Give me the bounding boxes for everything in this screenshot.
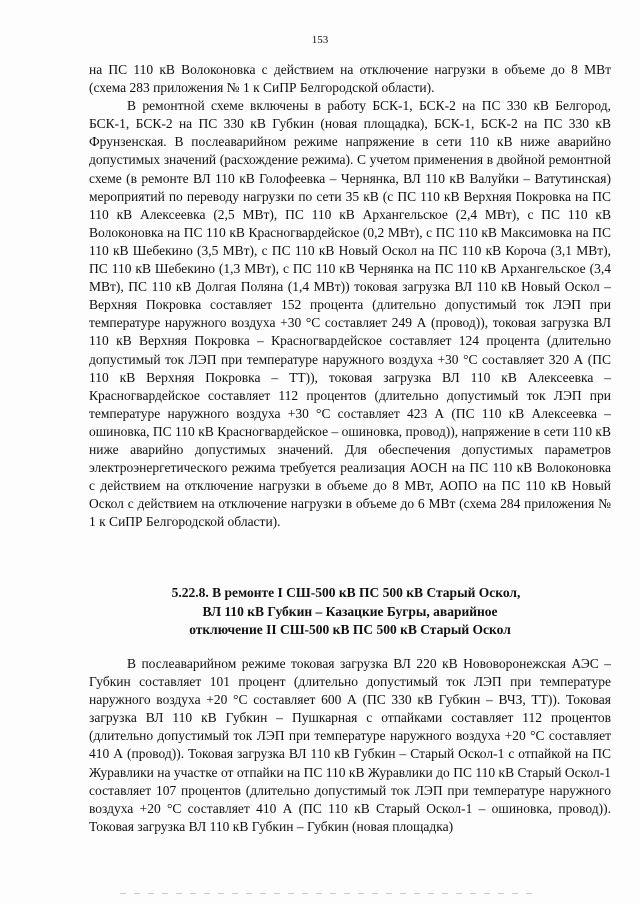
page-number: 153: [311, 34, 329, 46]
paragraph-continuation: на ПС 110 кВ Волоконовка с действием на отключение нагрузки в объеме до 8 МВт (схема 283 приложения № 1 к СиПР Белгородской области).: [89, 62, 611, 96]
paragraph-repair-scheme: В ремонтной схеме включены в работу БСК-1, БСК-2 на ПС 330 кВ Белгород, БСК-1, БСК-2 на ПС 330 кВ Губкин (новая площадка), БСК-1, БСК-2 на ПС 330 кВ Фрунзенская. В послеаварийном режиме напряжение в сети 110 кВ ниже аварийно допустимых значений (расхождение режима). С учетом применения в двойной ремонтной схеме (в ремонте ВЛ 110 кВ Голофеевка – Чернянка, ВЛ 110 кВ Валуйки – Ватутинская) мероприятий по переводу нагрузки по сети 35 кВ (с ПС 110 кВ Верхняя Покровка на ПС 110 кВ Алексеевка (2,5 МВт), ПС 110 кВ Архангельское (2,4 МВт), с ПС 110 кВ Волоконовка на ПС 110 кВ Красногвардейское (0,2 МВт), с ПС 110 кВ Максимовка на ПС 110 кВ Шебекино (3,5 МВт), с ПС 110 кВ Новый Оскол на ПС 110 кВ Короча (3,1 МВт), ПС 110 кВ Шебекино (1,3 МВт), с ПС 110 кВ Чернянка на ПС 110 кВ Архангельское (3,4 МВт), ПС 110 кВ Долгая Поляна (1,4 МВт)) токовая загрузка ВЛ 110 кВ Новый Оскол – Верхняя Покровка составляет 152 процента (длительно допустимый ток ЛЭП при температуре наружного воздуха +30 °С составляет 249 А (провод)), токовая загрузка ВЛ 110 кВ Верхняя Покровка – Красногвардейское составляет 124 процента (длительно допустимый ток ЛЭП при температуре наружного воздуха +30 °С составляет 320 А (ПС 110 кВ Верхняя Покровка – ТТ)), токовая загрузка ВЛ 110 кВ Алексеевка – Красногвардейское составляет 112 процентов (длительно допустимый ток ЛЭП при температуре наружного воздуха +30 °С составляет 423 А (ПС 110 кВ Алексеевка – ошиновка, ПС 110 кВ Красногвардейское – ошиновка, провод)), напряжение в сети 110 кВ ниже аварийно допустимых значений. Для обеспечения допустимых параметров электроэнергетического режима требуется реализация АОСН на ПС 110 кВ Волоконовка с действием на отключение нагрузки в объеме до 8 МВт, АОПО на ПС 110 кВ Новый Оскол с действием на отключение нагрузки в объеме до 6 МВт (схема 284 приложения № 1 к СиПР Белгородской области).: [89, 98, 611, 530]
text-block-top: [89, 61, 611, 531]
text-block-bottom: [89, 655, 611, 836]
section-heading: [89, 584, 611, 640]
paragraph-post-emergency: В послеаварийном режиме токовая загрузка ВЛ 220 кВ Нововоронежская АЭС – Губкин составляет 101 процент (длительно допустимый ток ЛЭП при температуре наружного воздуха +20 °С составляет 600 А (ПС 330 кВ Губкин – ВЧЗ, ТТ)). Токовая загрузка ВЛ 110 кВ Губкин – Пушкарная с отпайками составляет 112 процентов (длительно допустимый ток ЛЭП при температуре наружного воздуха +20 °С составляет 410 А (провод)). Токовая загрузка ВЛ 110 кВ Губкин – Старый Оскол-1 с отпайкой на ПС Журавлики на участке от отпайки на ПС 110 кВ Журавлики до ПС 110 кВ Старый Оскол-1 составляет 107 процентов (длительно допустимый ток ЛЭП при температуре наружного воздуха +20 °С составляет 410 А (ПС 110 кВ Старый Оскол-1 – ошиновка, провод)). Токовая загрузка ВЛ 110 кВ Губкин – Губкин (новая площадка): [89, 656, 611, 834]
section-heading-line-1: 5.22.8. В ремонте I СШ-500 кВ ПС 500 кВ Старый Оскол,: [171, 585, 521, 600]
section-heading-line-3: отключение II СШ-500 кВ ПС 500 кВ Старый Оскол: [189, 622, 511, 637]
scan-artifact-divider: [120, 893, 540, 894]
section-heading-line-2: ВЛ 110 кВ Губкин – Казацкие Бугры, аварийное: [202, 603, 498, 619]
